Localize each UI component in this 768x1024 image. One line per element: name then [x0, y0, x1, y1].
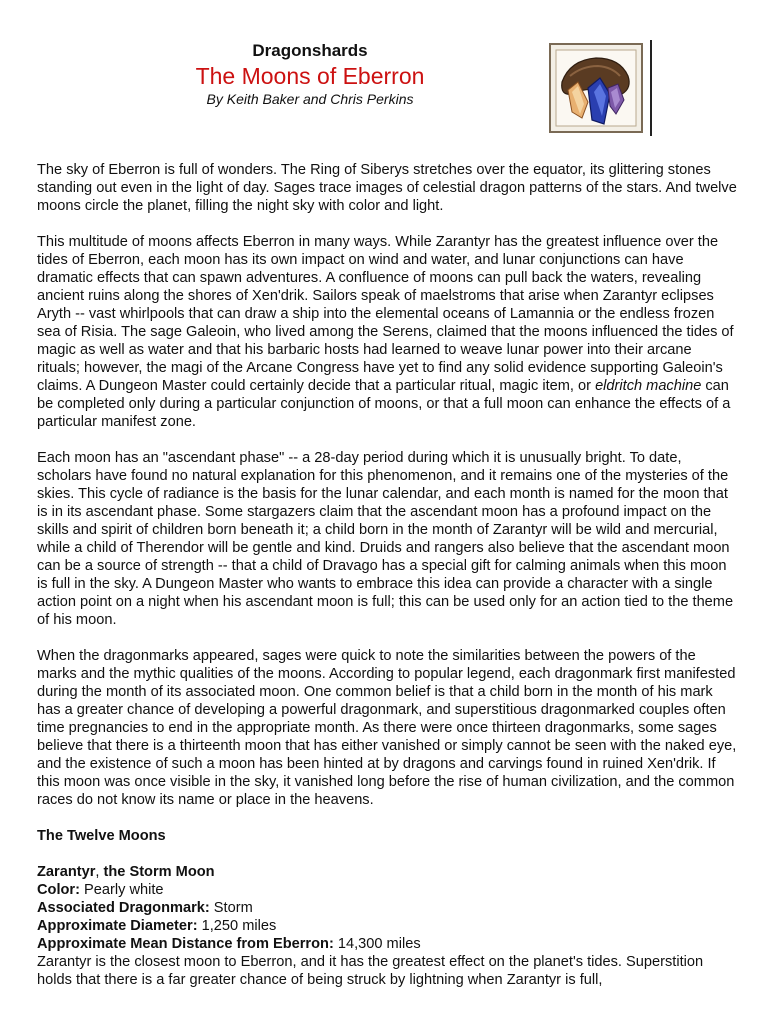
paragraph-moon-effects-text-a: This multitude of moons affects Eberron in many ways. While Zarantyr has the greatest influence over the tides of Eberron, each moon has its own impact on wind and water, and lunar conjunctions can have dramatic effects that can spawn adventures. A confluence of moons can pull back the waters, revealing ancient ruins along the shores of Xen'drik. Sailors speak of maelstroms that arise when Zarantyr eclipses Aryth -- vast whirlpools that can draw a ship into the elemental oceans of Lamannia or the endless frozen sea of Risia. The sage Galeoin, who lived among the Serens, claimed that the moons influenced the tides of magic as well as water and that his barbaric hosts had learned to weave lunar power into their arcane rituals; however, the magi of the Arcane Congress have yet to find any solid evidence supporting Galeoin's claims. A Dungeon Master could certainly decide that a particular ritual, magic item, or	[37, 234, 734, 394]
dragonshard-illustration-icon	[548, 42, 644, 134]
paragraph-moon-effects	[37, 233, 737, 431]
moon-distance-label: Approximate Mean Distance from Eberron:	[37, 936, 334, 952]
moon-dragonmark-value: Storm	[209, 900, 253, 916]
moon-epithet: the Storm Moon	[103, 864, 215, 880]
moon-diameter-line	[37, 917, 737, 935]
paragraph-dragonmarks: When the dragonmarks appeared, sages were quick to note the similarities between the powers of the marks and the mythic qualities of the moons. According to popular legend, each dragonmark first manifested during the month of its associated moon. One common belief is that a child born in the month of his mark has a greater chance of developing a powerful dragonmark, and superstitious dragonmarked couples often time pregnancies to end in the appropriate month. As there were once thirteen dragonmarks, some sages believe that there is a thirteenth moon that has either vanished or simply cannot be seen with the naked eye, and the existence of such a moon has been hinted at by dragons and carvings found in ruined Xen'drik. If this moon was once visible in the sky, it vanished long before the rise of human civilization, and the common races do not know its name or place in the heavens.	[37, 648, 737, 808]
moon-color-line	[37, 881, 737, 899]
paragraph-intro: The sky of Eberron is full of wonders. The Ring of Siberys stretches over the equator, its glittering stones standing out even in the light of day. Sages trace images of celestial dragon patterns of the stars. And twelve moons circle the planet, filling the night sky with color and light.	[37, 162, 737, 214]
eldritch-machine-term: eldritch machine	[595, 378, 702, 394]
moon-entry-zarantyr	[37, 863, 737, 989]
moon-dragonmark-line	[37, 899, 737, 917]
article-title: The Moons of Eberron	[195, 63, 425, 89]
article-header	[0, 40, 620, 109]
moon-color-value: Pearly white	[79, 882, 164, 898]
moon-distance-line	[37, 935, 737, 953]
section-heading: The Twelve Moons	[37, 828, 166, 844]
moon-name: Zarantyr	[37, 864, 96, 880]
article-body	[37, 161, 737, 989]
moon-diameter-value: 1,250 miles	[197, 918, 277, 934]
byline: By Keith Baker and Chris Perkins	[206, 91, 414, 107]
dragonshard-illustration	[544, 40, 652, 136]
paragraph-ascendant-phase: Each moon has an "ascendant phase" -- a 28-day period during which it is unusually bright. To date, scholars have found no natural explanation for this phenomenon, and it remains one of the mysteries of the skies. This cycle of radiance is the basis for the lunar calendar, and each month is named for the moon that is in its ascendant phase. Some stargazers claim that the ascendant moon has a profound impact on the skills and spirit of children born beneath it; a child born in the month of Zarantyr will be wild and mercurial, while a child of Therendor will be gentle and kind. Druids and rangers also believe that the ascendant moon can be a source of strength -- that a child of Dravago has a special gift for calming animals when this moon is full in the sky. A Dungeon Master who wants to embrace this idea can provide a character with a single action point on a night when his ascendant moon is full; this can be used only for an action tied to the theme of his moon.	[37, 450, 734, 628]
series-title: Dragonshards	[252, 41, 368, 60]
moon-description: Zarantyr is the closest moon to Eberron, and it has the greatest effect on the planet's tides. Superstition holds that there is a far greater chance of being struck by lightning when Zarantyr is full,	[37, 954, 704, 988]
paragraph-moon-effects-text-b: can be completed only during a particular conjunction of moons, or that a full moon can enhance the effects of a particular manifest zone.	[37, 378, 731, 430]
moon-name-separator: ,	[95, 864, 104, 880]
moon-distance-value: 14,300 miles	[333, 936, 421, 952]
moon-dragonmark-label: Associated Dragonmark:	[37, 900, 210, 916]
moon-color-label: Color:	[37, 882, 80, 898]
moon-name-line	[37, 863, 737, 881]
moon-diameter-label: Approximate Diameter:	[37, 918, 198, 934]
